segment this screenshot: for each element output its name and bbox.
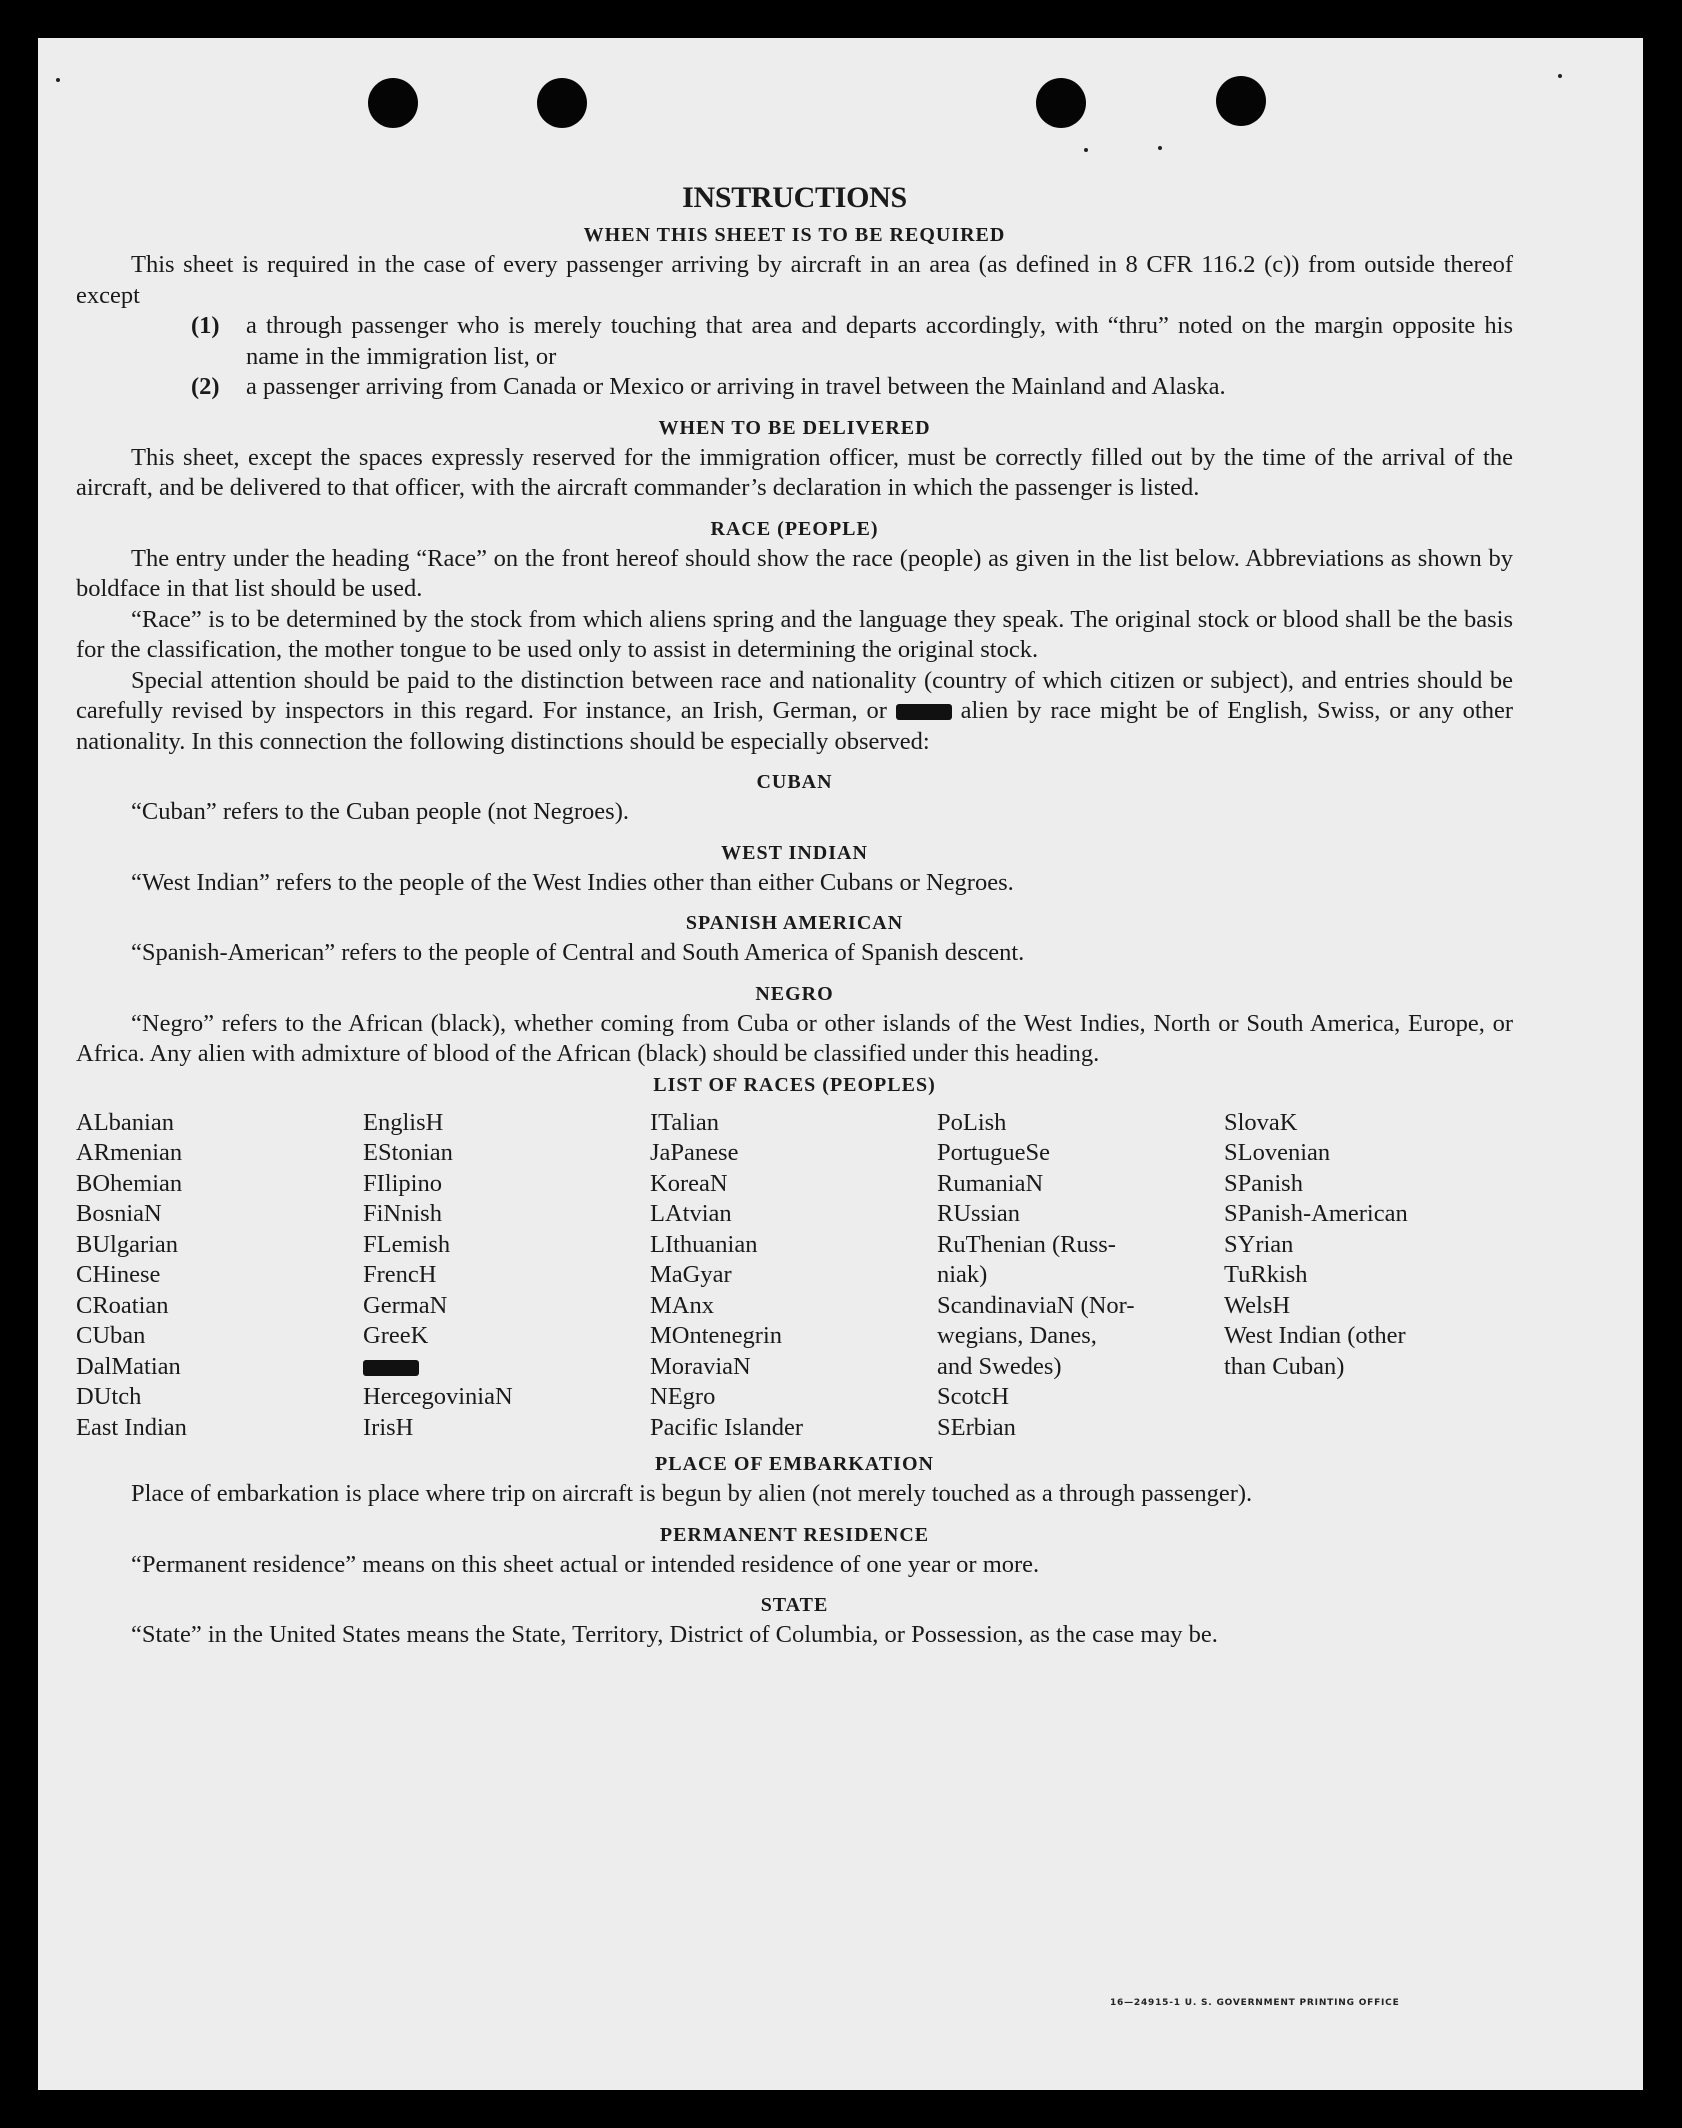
race-entry: CHinese: [76, 1261, 161, 1288]
race-entry: BUlgarian: [76, 1230, 179, 1258]
punch-hole-4: [1216, 76, 1266, 126]
exception-item-1: [76, 311, 1513, 372]
race-entry: Pacific Islander: [650, 1413, 804, 1441]
race-entry: LAtvian: [650, 1200, 732, 1227]
heading-spanish-american: SPANISH AMERICAN: [685, 912, 904, 934]
redaction-mark: [363, 1360, 419, 1376]
cuban-text: “Cuban” refers to the Cuban people (not Negroes).: [131, 798, 629, 825]
when-required-intro: This sheet is required in the case of every passenger arriving by aircraft in an area (as defined in 8 CFR 116.2 (c)) from outside thereof except: [76, 251, 1513, 309]
race-entry: GreeK: [363, 1322, 429, 1349]
race-list: [76, 1108, 1513, 1444]
race-column-1: [76, 1108, 363, 1444]
race-entry: EStonian: [363, 1139, 453, 1166]
race-column-5: [1224, 1108, 1513, 1444]
race-column-4: [937, 1108, 1224, 1444]
race-paragraph-3-after: alien by race might be of English, Swiss, or any other nationality. In this connection the following distinctions should be especially observed:: [76, 697, 1513, 755]
page-title: INSTRUCTIONS: [682, 181, 907, 214]
race-entry: SlovaK: [1224, 1108, 1298, 1136]
printing-office-footer: 16—24915-1 U. S. GOVERNMENT PRINTING OFFICE: [1110, 1998, 1400, 2008]
speck: [1158, 146, 1162, 150]
speck: [56, 78, 60, 82]
exception-number: (2): [191, 373, 220, 400]
speck: [1084, 148, 1088, 152]
race-entry: RumaniaN: [937, 1169, 1044, 1197]
exception-text: a through passenger who is merely touching that area and departs accordingly, with “thru” noted on the margin opposite his name in the immigration list, or: [246, 312, 1513, 370]
when-delivered-text: This sheet, except the spaces expressly reserved for the immigration officer, must be correctly filled out by the time of the arrival of the aircraft, and be delivered to that officer, with the aircraft commander’s declaration in which the passenger is listed.: [76, 443, 1513, 501]
race-entry: JaPanese: [650, 1139, 739, 1166]
race-entry: PortugueSe: [937, 1139, 1050, 1166]
race-column-3: [650, 1108, 937, 1444]
race-entry: MoraviaN: [650, 1352, 751, 1380]
exception-text: a passenger arriving from Canada or Mexico or arriving in travel between the Mainland and Alaska.: [246, 373, 1226, 400]
heading-permanent-residence: PERMANENT RESIDENCE: [659, 1523, 930, 1546]
heading-embarkation: PLACE OF EMBARKATION: [655, 1453, 934, 1475]
race-entry: DUtch: [76, 1383, 142, 1410]
heading-west-indian: WEST INDIAN: [721, 841, 868, 864]
race-entry: FrencH: [363, 1261, 437, 1288]
exception-number: (1): [191, 312, 220, 339]
race-entry: CUban: [76, 1322, 146, 1349]
race-entry: IrisH: [363, 1413, 414, 1441]
race-entry: RuThenian (Russ- niak): [937, 1230, 1116, 1288]
negro-text: “Negro” refers to the African (black), whether coming from Cuba or other islands of the West Indies, North or South America, Europe, or Africa. Any alien with admixture of blood of the African (black) should be classified under this heading.: [76, 1009, 1513, 1067]
race-entry: ARmenian: [76, 1139, 183, 1166]
race-entry: SYrian: [1224, 1230, 1294, 1258]
race-paragraph-2: “Race” is to be determined by the stock from which aliens spring and the language they speak. The original stock or blood shall be the basis for the classification, the mother tongue to be used only to assist in determining the original stock.: [76, 605, 1513, 663]
race-column-2: [363, 1108, 650, 1444]
heading-cuban: CUBAN: [756, 771, 833, 793]
race-paragraph-3: [76, 666, 1513, 758]
heading-state: STATE: [760, 1594, 829, 1616]
race-entry: PoLish: [937, 1108, 1007, 1136]
spanish-american-text: “Spanish-American” refers to the people of Central and South America of Spanish descent.: [131, 939, 1025, 966]
race-entry: BosniaN: [76, 1200, 162, 1227]
race-entry: KoreaN: [650, 1169, 728, 1197]
race-entry: SErbian: [937, 1413, 1016, 1441]
residence-text: “Permanent residence” means on this sheet actual or intended residence of one year or more.: [131, 1550, 1040, 1578]
race-entry: SPanish: [1224, 1169, 1303, 1197]
state-text: “State” in the United States means the State, Territory, District of Columbia, or Possession, as the case may be.: [131, 1621, 1218, 1648]
race-entry: [363, 1352, 650, 1383]
race-entry: FIlipino: [363, 1169, 442, 1197]
race-entry: HercegoviniaN: [363, 1383, 513, 1410]
race-entry: CRoatian: [76, 1291, 169, 1319]
race-entry: MOntenegrin: [650, 1322, 782, 1349]
heading-when-required: WHEN THIS SHEET IS TO BE REQUIRED: [583, 224, 1006, 246]
race-entry: East Indian: [76, 1413, 187, 1441]
race-entry: DalMatian: [76, 1352, 181, 1380]
race-paragraph-3-before: Special attention should be paid to the distinction between race and nationality (country of which citizen or subject), and entries should be carefully revised by inspectors in this regard. For instance, an Irish, German, or: [76, 666, 1513, 724]
heading-when-delivered: WHEN TO BE DELIVERED: [658, 416, 931, 439]
race-entry: GermaN: [363, 1291, 448, 1319]
race-paragraph-1: The entry under the heading “Race” on the front hereof should show the race (people) as given in the list below. Abbreviations as shown by boldface in that list should be used.: [76, 544, 1513, 602]
west-indian-text: “West Indian” refers to the people of the West Indies other than either Cubans or Negroes.: [131, 868, 1014, 896]
race-entry: RUssian: [937, 1200, 1021, 1227]
document-page: [38, 38, 1643, 2090]
race-entry: West Indian (other than Cuban): [1224, 1322, 1406, 1380]
race-entry: SPanish-American: [1224, 1200, 1408, 1227]
race-entry: FLemish: [363, 1230, 451, 1258]
punch-hole-3: [1036, 78, 1086, 128]
embarkation-text: Place of embarkation is place where trip on aircraft is begun by alien (not merely touched as a through passenger).: [131, 1480, 1253, 1507]
race-entry: ITalian: [650, 1108, 720, 1136]
race-entry: ALbanian: [76, 1108, 174, 1136]
exception-item-2: [76, 372, 1513, 403]
race-entry: BOhemian: [76, 1169, 183, 1197]
punch-hole-1: [368, 78, 418, 128]
race-entry: SLovenian: [1224, 1139, 1331, 1166]
race-entry: EnglisH: [363, 1108, 444, 1136]
race-entry: LIthuanian: [650, 1230, 758, 1258]
redaction-mark: [896, 704, 952, 720]
punch-hole-2: [537, 78, 587, 128]
race-entry: MaGyar: [650, 1261, 732, 1288]
race-entry: WelsH: [1224, 1291, 1291, 1319]
race-entry: ScotcH: [937, 1383, 1010, 1410]
heading-list-of-races: LIST OF RACES (PEOPLES): [653, 1073, 936, 1096]
race-entry: FiNnish: [363, 1200, 442, 1227]
race-entry: NEgro: [650, 1383, 716, 1410]
race-entry: MAnx: [650, 1291, 714, 1319]
race-entry: TuRkish: [1224, 1261, 1308, 1288]
speck: [1558, 74, 1562, 78]
instructions-body: [76, 178, 1513, 1651]
heading-race: RACE (PEOPLE): [710, 517, 879, 540]
heading-negro: NEGRO: [755, 982, 834, 1005]
race-entry: ScandinaviaN (Nor- wegians, Danes, and Swedes): [937, 1291, 1135, 1380]
